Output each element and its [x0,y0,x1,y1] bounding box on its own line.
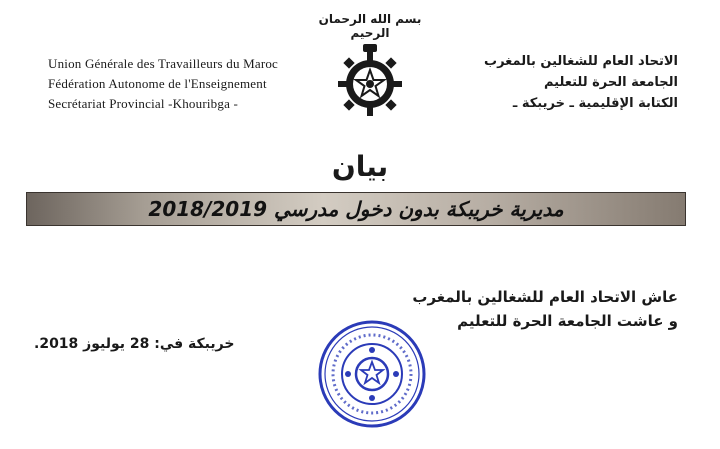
french-header-line-1: Union Générale des Travailleurs du Maroc [48,56,279,71]
arabic-header-line-1: الاتحاد العام للشغالين بالمغرب [484,54,678,69]
arabic-header-line-3: الكتابة الإقليمية ـ خريبكة ـ [512,96,678,111]
french-header-line-3: Secrétariat Provincial -Khouribga - [48,96,239,111]
french-header-line-2: Fédération Autonome de l'Enseignement [48,76,267,91]
official-stamp [316,318,428,430]
basmala: بسم الله الرحمان الرحيم [318,12,422,40]
arabic-header-line-2: الجامعة الحرة للتعليم [543,75,678,90]
date-line: خريبكة في: 28 يوليوز 2018. [34,336,235,352]
closing-line-1: عاش الاتحاد العام للشغالين بالمغرب [412,288,678,306]
banner-text: مديرية خريبكة بدون دخول مدرسي 2018/2019 [148,197,564,221]
document-title: بيان [331,150,389,183]
headline-banner [26,192,686,226]
closing-line-2: و عاشت الجامعة الحرة للتعليم [457,312,678,330]
union-logo-emblem [330,42,410,122]
